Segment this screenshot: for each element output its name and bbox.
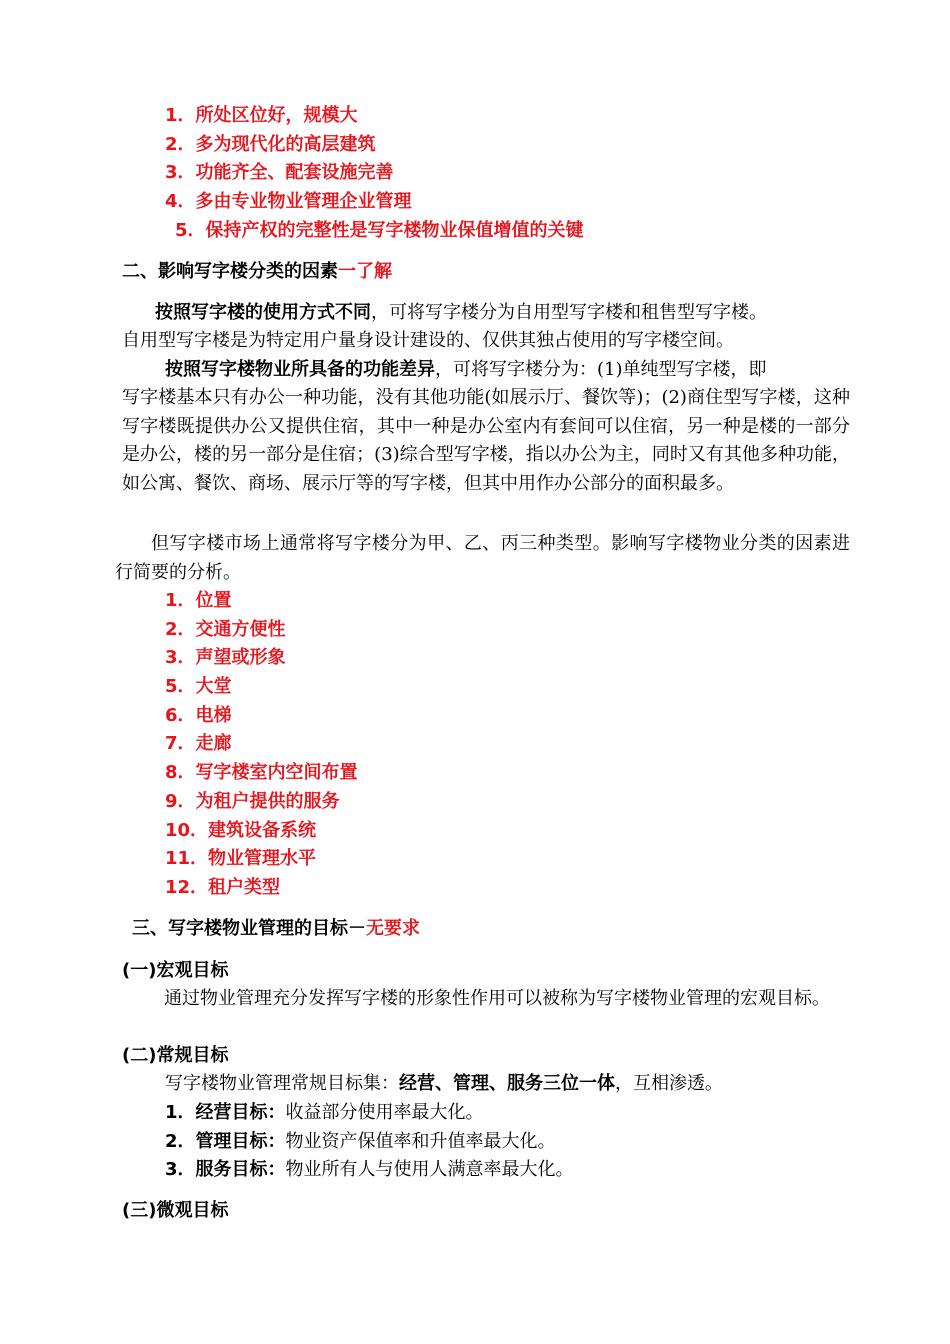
factor-item-7: 8．写字楼室内空间布置 — [165, 762, 358, 783]
regular-intro-b: 经营、管理、服务三位一体 — [399, 1073, 615, 1094]
function-bold: 按照写字楼物业所具备的功能差异 — [165, 359, 435, 380]
goal-label: 2．管理目标： — [165, 1131, 286, 1152]
regular-intro-c: ，互相渗透。 — [615, 1073, 723, 1094]
factor-item-9: 10．建筑设备系统 — [165, 820, 317, 841]
macro-goal-text: 通过物业管理充分发挥写字楼的形象性作用可以被称为写字楼物业管理的宏观目标。 — [164, 988, 830, 1009]
usage-bold: 按照写字楼的使用方式不同 — [155, 302, 371, 323]
usage-rest: ，可将写字楼分为自用型写字楼和租售型写字楼。 — [371, 302, 767, 323]
factor-item-2: 2．交通方便性 — [165, 619, 286, 640]
macro-goal-title: (一)宏观目标 — [122, 960, 229, 981]
feature-item-5: 5．保持产权的完整性是写字楼物业保值增值的关键 — [175, 220, 584, 241]
regular-goal-intro — [165, 1071, 723, 1097]
goal-item-1 — [165, 1100, 484, 1126]
regular-goal-title: (二)常规目标 — [122, 1045, 229, 1066]
feature-item-1: 1．所处区位好，规模大 — [165, 105, 358, 126]
section-2-tag: 一了解 — [338, 261, 392, 282]
factor-item-4: 5．大堂 — [165, 676, 232, 697]
section-2-title: 二、影响写字楼分类的因素 — [122, 261, 338, 282]
factor-item-10: 11．物业管理水平 — [165, 848, 317, 869]
usage-paragraph-line1 — [155, 300, 767, 326]
function-paragraph-body: 写字楼基本只有办公一种功能，没有其他功能(如展示厅、餐饮等)；(2)商住型写字楼，这种写字楼既提供办公又提供住宿，其中一种是办公室内有套间可以住宿，另一种是楼的一部分是办公，楼的另一部分是住宿；(3)综合型写字楼，指以办公为主，同时又有其他多种功能，如公寓、餐饮、商场、展示厅等的写字楼，但其中用作办公部分的面积最多。 — [122, 387, 850, 494]
factor-item-5: 6．电梯 — [165, 705, 232, 726]
factor-item-11: 12．租户类型 — [165, 877, 281, 898]
factor-item-1: 1．位置 — [165, 590, 232, 611]
goal-label: 1．经营目标： — [165, 1102, 286, 1123]
classification-paragraph: 但写字楼市场上通常将写字楼分为甲、乙、丙三种类型。影响写字楼物业分类的因素进行简要的分析。 — [115, 533, 850, 583]
feature-item-3: 3．功能齐全、配套设施完善 — [165, 162, 394, 183]
factor-item-8: 9．为租户提供的服务 — [165, 791, 340, 812]
usage-paragraph-line2: 自用型写字楼是为特定用户量身设计建设的、仅供其独占使用的写字楼空间。 — [122, 330, 734, 351]
function-rest: ，可将写字楼分为：(1)单纯型写字楼，即 — [435, 359, 767, 380]
goal-item-3 — [165, 1157, 574, 1183]
regular-intro-a: 写字楼物业管理常规目标集： — [165, 1073, 399, 1094]
feature-item-2: 2．多为现代化的高层建筑 — [165, 134, 376, 155]
section-3-title: 三、写字楼物业管理的目标－ — [132, 918, 366, 939]
section-2-heading — [122, 259, 392, 285]
feature-item-4: 4．多由专业物业管理企业管理 — [165, 191, 412, 212]
micro-goal-title: (三)微观目标 — [122, 1200, 229, 1221]
goal-text: 物业资产保值率和升值率最大化。 — [285, 1131, 556, 1152]
section-3-tag: 无要求 — [366, 918, 420, 939]
factor-item-3: 3．声望或形象 — [165, 647, 286, 668]
factor-item-6: 7．走廊 — [165, 733, 232, 754]
function-paragraph-line1 — [165, 357, 767, 383]
goal-label: 3．服务目标： — [165, 1159, 286, 1180]
goal-text: 收益部分使用率最大化。 — [285, 1102, 484, 1123]
section-3-heading — [132, 916, 420, 942]
goal-text: 物业所有人与使用人满意率最大化。 — [285, 1159, 574, 1180]
goal-item-2 — [165, 1129, 556, 1155]
